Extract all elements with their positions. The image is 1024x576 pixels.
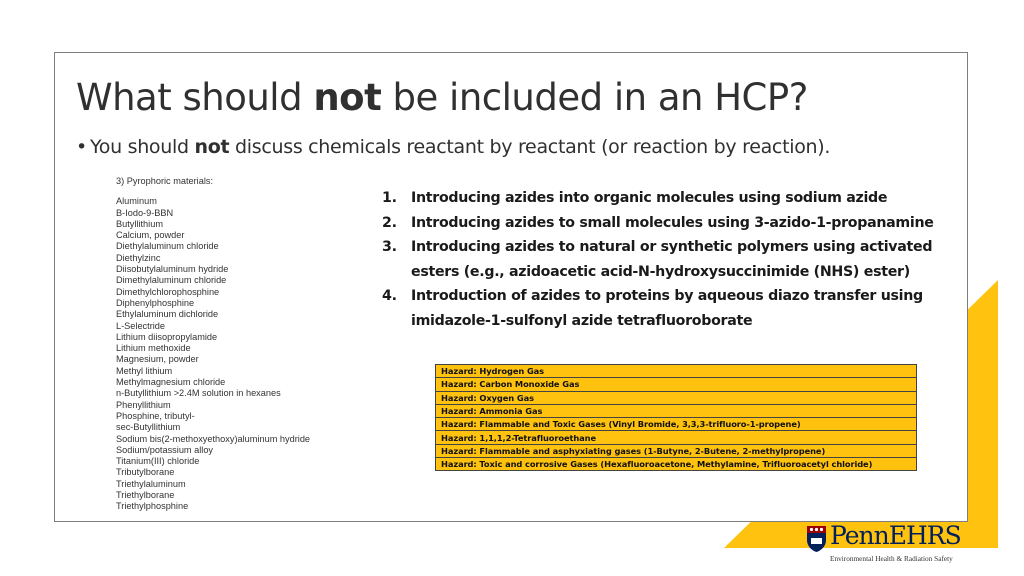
step-number: 1. xyxy=(382,190,397,206)
pyrophoric-heading: 3) Pyrophoric materials: xyxy=(116,176,214,186)
step-item xyxy=(382,284,962,333)
penn-ehrs-logo xyxy=(806,523,976,569)
step-number: 2. xyxy=(382,214,397,231)
table-row xyxy=(436,365,917,378)
pyrophoric-item: L-Selectride xyxy=(116,320,166,331)
pyrophoric-item: Lithium diisopropylamide xyxy=(116,331,218,342)
subtitle-emphasis: not xyxy=(194,136,230,158)
step-text: Introducing azides into organic molecules using sodium azide xyxy=(411,190,888,206)
table-row xyxy=(436,404,917,417)
pyrophoric-item: Butyllithium xyxy=(116,218,163,229)
step-item xyxy=(382,211,962,236)
pyrophoric-item: Titanium(III) chloride xyxy=(116,456,200,467)
title-emphasis: not xyxy=(313,76,382,119)
step-number: 4. xyxy=(382,288,397,305)
pyrophoric-item: Phosphine, tributyl- xyxy=(116,410,195,421)
pyrophoric-item: sec-Butyllithium xyxy=(116,422,181,433)
pyrophoric-item: Sodium bis(2-methoxyethoxy)aluminum hydride xyxy=(116,433,311,444)
logo-wordmark: PennEHRS xyxy=(830,521,961,550)
pyrophoric-materials-list xyxy=(116,176,310,513)
table-row xyxy=(436,418,917,431)
pyrophoric-item: Lithium methoxide xyxy=(116,343,191,354)
pyrophoric-item: B-Iodo-9-BBN xyxy=(116,207,174,218)
step-text: Introducing azides to small molecules using 3-azido-1-propanamine xyxy=(411,214,934,231)
logo-tagline: Environmental Health & Radiation Safety xyxy=(830,554,953,563)
pyrophoric-item: Dimethylchlorophosphine xyxy=(116,286,220,297)
pyrophoric-item: Diisobutylaluminum hydride xyxy=(116,264,229,275)
hazard-cell: Hazard: Flammable and asphyxiating gases (1-Butyne, 2-Butene, 2-methylpropene) xyxy=(436,444,917,457)
step-item xyxy=(382,186,962,211)
hazard-cell: Hazard: Flammable and Toxic Gases (Vinyl Bromide, 3,3,3-trifluoro-1-propene) xyxy=(436,418,917,431)
pyrophoric-item: n-Butyllithium >2.4M solution in hexanes xyxy=(116,388,281,399)
pyrophoric-item: Triethylphosphine xyxy=(116,501,189,512)
hazards-table xyxy=(435,364,917,471)
table-row xyxy=(436,431,917,444)
pyrophoric-item: Diphenylphosphine xyxy=(116,297,195,308)
bullet-icon: • xyxy=(76,136,87,158)
step-number: 3. xyxy=(382,239,397,256)
hazard-cell: Hazard: 1,1,1,2-Tetrafluoroethane xyxy=(436,431,917,444)
pyrophoric-item: Sodium/potassium alloy xyxy=(116,444,214,455)
page-title: What should not be included in an HCP? xyxy=(76,76,808,119)
pyrophoric-item: Magnesium, powder xyxy=(116,354,199,365)
azide-steps-list xyxy=(382,186,962,334)
pyrophoric-item: Tributylborane xyxy=(116,467,175,478)
hazard-cell: Hazard: Hydrogen Gas xyxy=(436,365,917,378)
step-item xyxy=(382,235,962,284)
hazard-cell: Hazard: Carbon Monoxide Gas xyxy=(436,378,917,391)
step-text: Introducing azides to natural or synthetic polymers using activated esters (e.g., azidoacetic acid-N-hydroxysuccinimide (NHS) ester) xyxy=(411,239,933,280)
pyrophoric-item: Methyl lithium xyxy=(116,365,173,376)
hazard-cell: Hazard: Toxic and corrosive Gases (Hexafluoroacetone, Methylamine, Trifluoroacetyl chloride) xyxy=(436,458,917,471)
pyrophoric-item: Aluminum xyxy=(116,196,157,207)
pyrophoric-item: Dimethylaluminum chloride xyxy=(116,275,227,286)
pyrophoric-item: Triethylaluminum xyxy=(116,478,186,489)
subtitle-bullet: • You should not discuss chemicals reactant by reactant (or reaction by reaction). xyxy=(76,136,831,158)
pyrophoric-item: Triethylborane xyxy=(116,490,175,501)
pyrophoric-item: Diethylzinc xyxy=(116,252,161,263)
pyrophoric-item: Diethylaluminum chloride xyxy=(116,241,219,252)
pyrophoric-item: Calcium, powder xyxy=(116,230,185,241)
table-row xyxy=(436,458,917,471)
pyrophoric-item: Ethylaluminum dichloride xyxy=(116,309,219,320)
hazard-cell: Hazard: Oxygen Gas xyxy=(436,391,917,404)
table-row xyxy=(436,391,917,404)
penn-shield-icon xyxy=(806,525,827,553)
hazard-cell: Hazard: Ammonia Gas xyxy=(436,404,917,417)
table-row xyxy=(436,378,917,391)
pyrophoric-item: Phenyllithium xyxy=(116,399,171,410)
pyrophoric-item: Methylmagnesium chloride xyxy=(116,377,226,388)
table-row xyxy=(436,444,917,457)
step-text: Introduction of azides to proteins by aqueous diazo transfer using imidazole-1-sulfonyl azide tetrafluoroborate xyxy=(411,288,923,329)
